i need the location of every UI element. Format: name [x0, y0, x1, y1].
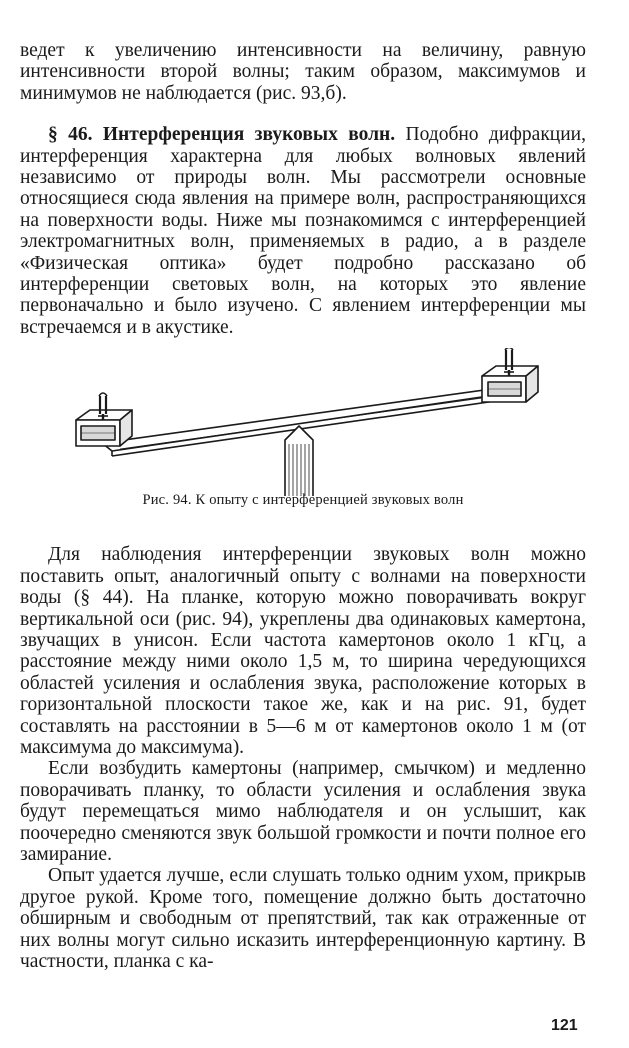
page-content	[20, 40, 586, 972]
paragraph-experiment: Для наблюдения интерференции звуковых волн можно поставить опыт, аналогичный опыту с волнами на поверхности воды (§ 44). На планке, которую можно поворачивать вокруг вертикальной оси (рис. 94), укреплены два одинаковых камертона, звучащих в унисон. Если частота камертонов около 1 кГц, а расстояние между ними около 1,5 м, то ширина чередующихся областей усиления и ослабления звука, расположение которых в горизонтальной плоскости такое же, как и на рис. 91, будет составлять на расстоянии в 5—6 м от камертонов около 1 м (от максимума до максимума).	[20, 544, 586, 758]
section-body: Подобно дифракции, интерференция характерна для любых волновых явлений независимо от природы волн. Мы рассмотрели основные относящиеся сюда явления на примере волн, распространяющихся на поверхности воды. Ниже мы познакомимся с интерференцией электромагнитных волн, применяемых в радио, а в разделе «Физическая оптика» будет подробно рассказано об интерференции световых волн, на которых это явление первоначально и было изучено. С явлением интерференции мы встречаемся и в акустике.	[20, 124, 586, 338]
paragraph-listening: Опыт удается лучше, если слушать только одним ухом, прикрыв другое рукой. Кроме того, помещение должно быть достаточно обширным и свободным от препятствий, так как отраженные от них волны могут сильно исказить интерференционную картину. В частности, планка с ка-	[20, 865, 586, 972]
section-heading: § 46. Интерференция звуковых волн.	[48, 124, 396, 146]
section-46	[20, 124, 586, 338]
tuning-fork-apparatus-illustration	[20, 348, 586, 498]
paragraph-continuation: ведет к увеличению интенсивности на величину, равную интенсивности второй волны; таким образом, максимумов и минимумов не наблюдается (рис. 93,б).	[20, 40, 586, 104]
figure-94	[20, 348, 586, 528]
figure-caption: Рис. 94. К опыту с интерференцией звуковых волн	[142, 492, 464, 509]
left-tuning-fork	[98, 393, 108, 420]
right-tuning-fork	[504, 348, 514, 376]
vertical-axis-post	[285, 426, 313, 496]
plank	[102, 385, 530, 451]
paragraph-rotation: Если возбудить камертоны (например, смычком) и медленно поворачивать планку, то области усиления и ослабления звука будут перемещаться мимо наблюдателя и он услышит, как поочередно сменяются звук большой громкости и почти полное его замирание.	[20, 758, 586, 865]
page-number: 121	[551, 1017, 578, 1034]
